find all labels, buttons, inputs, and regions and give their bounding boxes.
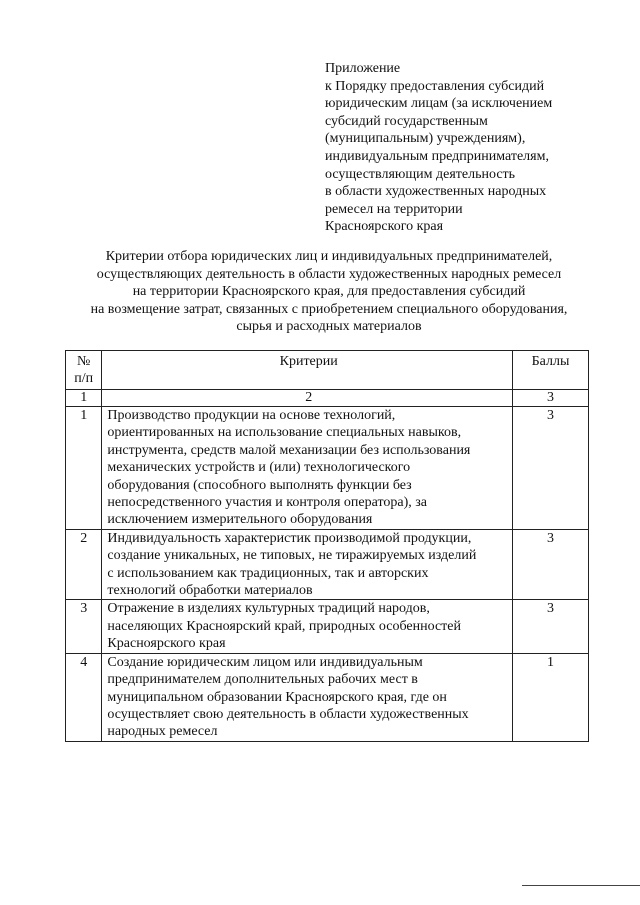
row-number: 3 xyxy=(66,600,102,653)
title-line: на возмещение затрат, связанных с приобретением специального оборудования, xyxy=(90,301,568,317)
criterion-line: исключением измерительного оборудования xyxy=(107,512,373,528)
appendix-line: к Порядку предоставления субсидий xyxy=(325,78,545,94)
criterion-line: инструмента, средств малой механизации без использования xyxy=(107,442,471,458)
appendix-line: субсидий государственным xyxy=(325,113,488,129)
title-line: осуществляющих деятельность в области художественных народных ремесел xyxy=(96,266,562,282)
column-number-cell: 2 xyxy=(102,390,513,407)
header-num-line1: № xyxy=(77,354,91,369)
criteria-table xyxy=(65,350,589,742)
row-criterion xyxy=(102,653,513,741)
row-score: 3 xyxy=(512,407,588,530)
row-criterion xyxy=(102,600,513,653)
row-criterion xyxy=(102,529,513,600)
criterion-line: Отражение в изделиях культурных традиций народов, xyxy=(107,601,430,617)
criterion-line: оборудования (способного выполнять функции без xyxy=(107,477,412,493)
criterion-line: непосредственного участия и контроля оператора), за xyxy=(107,495,428,511)
criterion-line: осуществляет свою деятельность в области художественных xyxy=(107,706,469,722)
header-num-cell xyxy=(66,351,102,390)
row-score: 3 xyxy=(512,529,588,600)
appendix-line: в области художественных народных xyxy=(325,184,547,200)
column-number-cell: 1 xyxy=(66,390,102,407)
header-score-cell: Баллы xyxy=(512,351,588,390)
table-row xyxy=(66,407,589,530)
appendix-line: ремесел на территории xyxy=(325,201,463,217)
appendix-line: Красноярского края xyxy=(325,219,444,235)
row-number: 1 xyxy=(66,407,102,530)
appendix-line: Приложение xyxy=(325,61,401,76)
appendix-line: (муниципальным) учреждениям), xyxy=(325,131,526,147)
row-score: 1 xyxy=(512,653,588,741)
criterion-line: предпринимателем дополнительных рабочих мест в xyxy=(107,672,418,688)
row-number: 2 xyxy=(66,529,102,600)
appendix-block xyxy=(325,60,625,236)
document-title xyxy=(40,248,618,336)
table-row xyxy=(66,529,589,600)
appendix-line: осуществляющим деятельность xyxy=(325,166,516,182)
table-row xyxy=(66,653,589,741)
table-header-row xyxy=(66,351,589,390)
criterion-line: механических устройств и (или) технологического xyxy=(107,460,411,476)
criterion-line: Красноярского края xyxy=(107,636,226,652)
criterion-line: Индивидуальность характеристик производимой продукции, xyxy=(107,530,472,546)
title-line: сырья и расходных материалов xyxy=(236,319,422,335)
title-line: на территории Красноярского края, для предоставления субсидий xyxy=(132,284,526,300)
criterion-line: народных ремесел xyxy=(107,724,218,740)
header-criteria-cell: Критерии xyxy=(102,351,513,390)
column-number-cell: 3 xyxy=(512,390,588,407)
appendix-line: индивидуальным предпринимателям, xyxy=(325,148,549,164)
column-number-row xyxy=(66,390,589,407)
criterion-line: населяющих Красноярский край, природных особенностей xyxy=(107,618,462,634)
appendix-line: юридическим лицам (за исключением xyxy=(325,96,553,112)
row-score: 3 xyxy=(512,600,588,653)
criterion-line: Создание юридическим лицом или индивидуальным xyxy=(107,654,423,670)
criterion-line: создание уникальных, не типовых, не тиражируемых изделий xyxy=(107,548,477,564)
table-row xyxy=(66,600,589,653)
criterion-line: с использованием как традиционных, так и авторских xyxy=(107,565,429,581)
criterion-line: ориентированных на использование специальных навыков, xyxy=(107,425,462,441)
scan-edge-line xyxy=(522,885,640,886)
header-num-line2: п/п xyxy=(74,371,94,386)
row-number: 4 xyxy=(66,653,102,741)
criterion-line: муниципальном образовании Красноярского края, где он xyxy=(107,689,447,705)
criterion-line: технологий обработки материалов xyxy=(107,583,313,599)
row-criterion xyxy=(102,407,513,530)
criterion-line: Производство продукции на основе технологий, xyxy=(107,408,396,423)
title-line: Критерии отбора юридических лиц и индивидуальных предпринимателей, xyxy=(105,249,553,264)
